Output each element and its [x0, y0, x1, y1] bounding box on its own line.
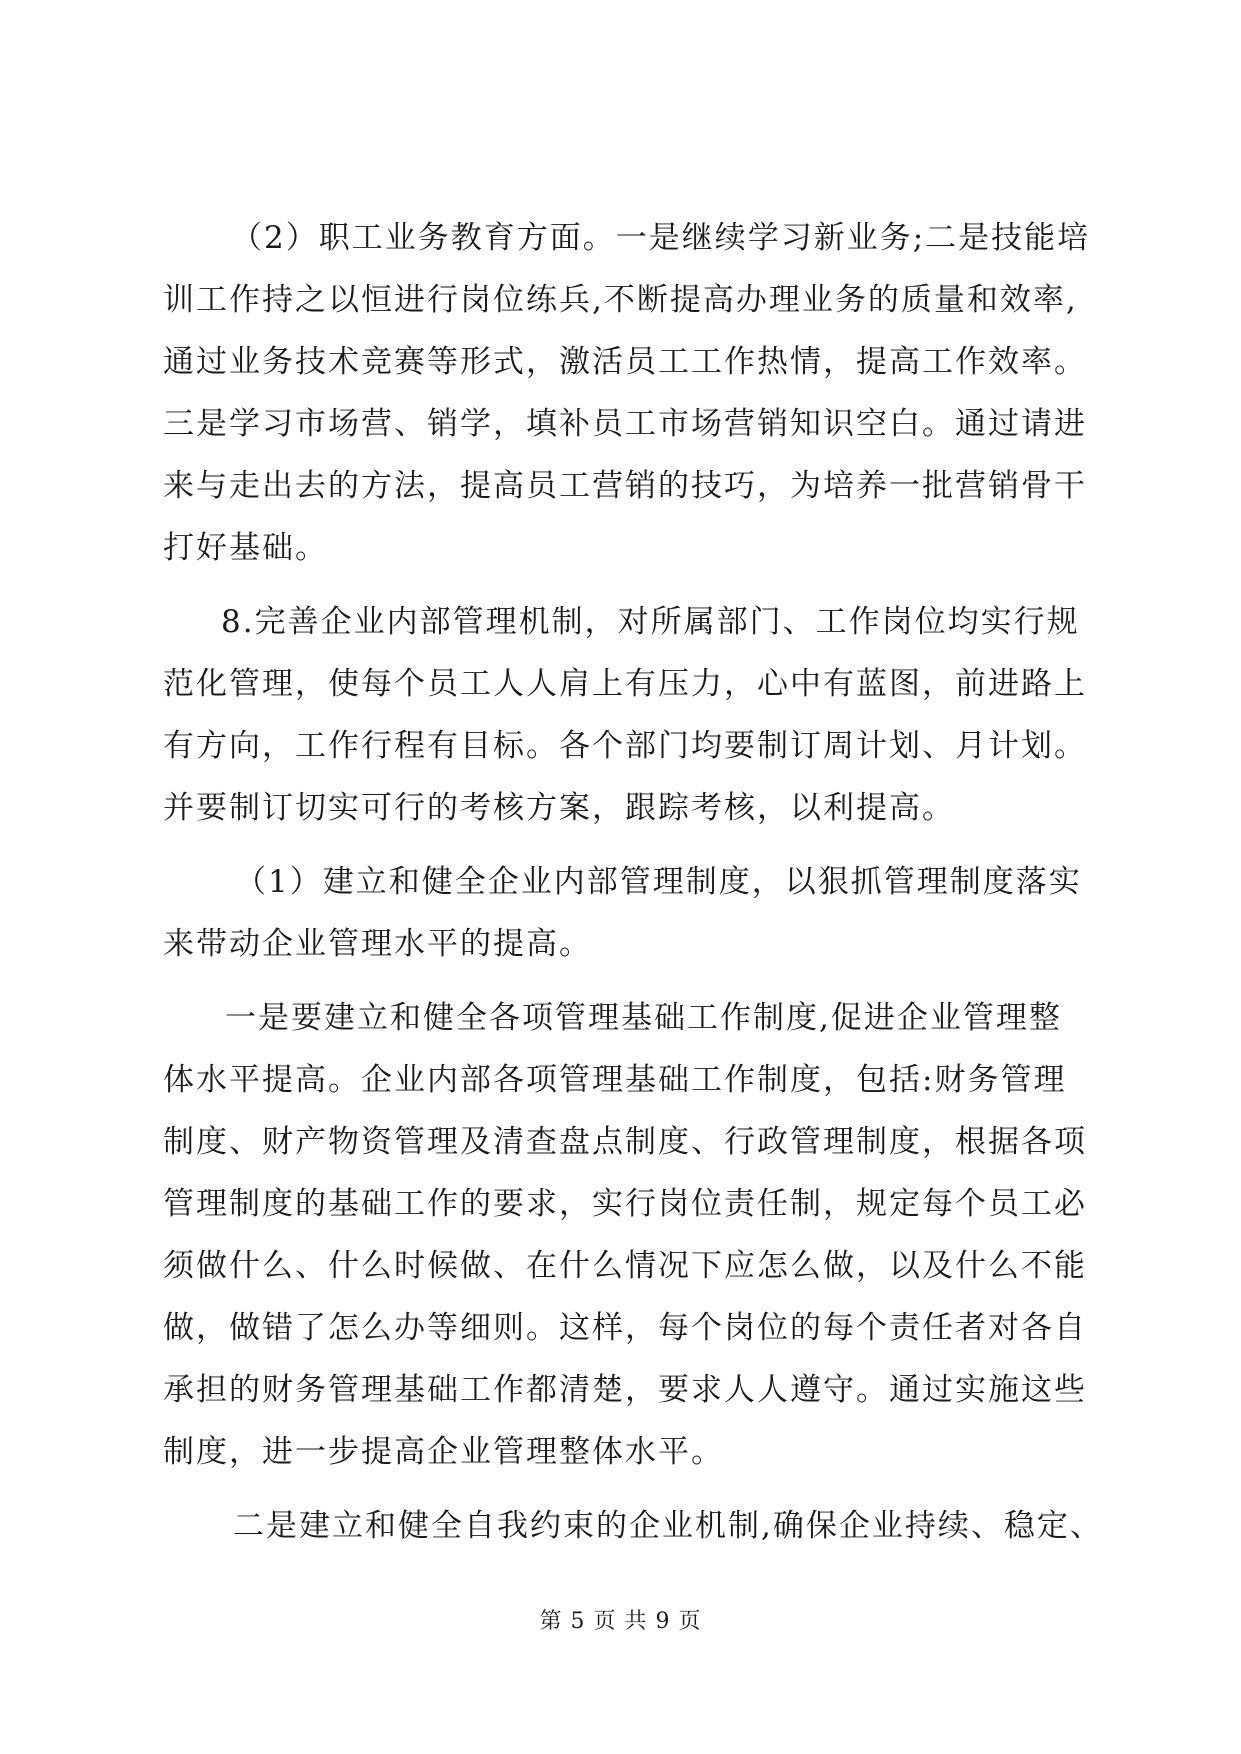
paragraph-management-mechanism [163, 591, 1123, 839]
text-line: （2）职工业务教育方面。一是继续学习新业务;二是技能培 [231, 220, 1091, 256]
text-line: 制度，进一步提高企业管理整体水平。 [163, 1434, 724, 1470]
text-line: 打好基础。 [163, 530, 328, 566]
text-line: 三是学习市场营、销学，填补员工市场营销知识空白。通过请进 [163, 406, 1087, 442]
text-line: 有方向，工作行程有目标。各个部门均要制订周计划、月计划。 [163, 728, 1087, 764]
text-line: 来与走出去的方法，提高员工营销的技巧，为培养一批营销骨干 [163, 468, 1087, 504]
paragraph-internal-rules [163, 851, 1123, 975]
text-line: 训工作持之以恒进行岗位练兵,不断提高办理业务的质量和效率, [163, 282, 1078, 318]
document-body [163, 207, 1123, 1557]
text-line: 二是建立和健全自我约束的企业机制,确保企业持续、稳定、 [233, 1508, 1103, 1544]
text-line: 制度、财产物资管理及清查盘点制度、行政管理制度，根据各项 [163, 1124, 1087, 1160]
text-line: 来带动企业管理水平的提高。 [163, 926, 592, 962]
text-line: 管理制度的基础工作的要求，实行岗位责任制，规定每个员工必 [163, 1186, 1087, 1222]
text-line: 并要制订切实可行的考核方案，跟踪考核，以利提高。 [163, 790, 955, 826]
paragraph-self-restraint [163, 1495, 1123, 1557]
page-number-footer: 第 5 页 共 9 页 [539, 1609, 702, 1634]
text-line: 体水平提高。企业内部各项管理基础工作制度，包括:财务管理 [163, 1062, 1067, 1098]
text-line: 承担的财务管理基础工作都清楚，要求人人遵守。通过实施这些 [163, 1372, 1087, 1408]
text-line: 通过业务技术竞赛等形式，激活员工工作热情，提高工作效率。 [163, 344, 1087, 380]
text-line: （1）建立和健全企业内部管理制度，以狠抓管理制度落实 [235, 864, 1082, 900]
text-line: 须做什么、什么时候做、在什么情况下应怎么做，以及什么不能 [163, 1248, 1087, 1284]
paragraph-staff-education [163, 207, 1123, 579]
text-line: 做，做错了怎么办等细则。这样，每个岗位的每个责任者对各自 [163, 1310, 1087, 1346]
paragraph-basic-work-system [163, 987, 1123, 1483]
text-line: 8.完善企业内部管理机制，对所属部门、工作岗位均实行规 [221, 604, 1080, 640]
text-line: 一是要建立和健全各项管理基础工作制度,促进企业管理整 [225, 1000, 1062, 1036]
text-line: 范化管理，使每个员工人人肩上有压力，心中有蓝图，前进路上 [163, 666, 1087, 702]
